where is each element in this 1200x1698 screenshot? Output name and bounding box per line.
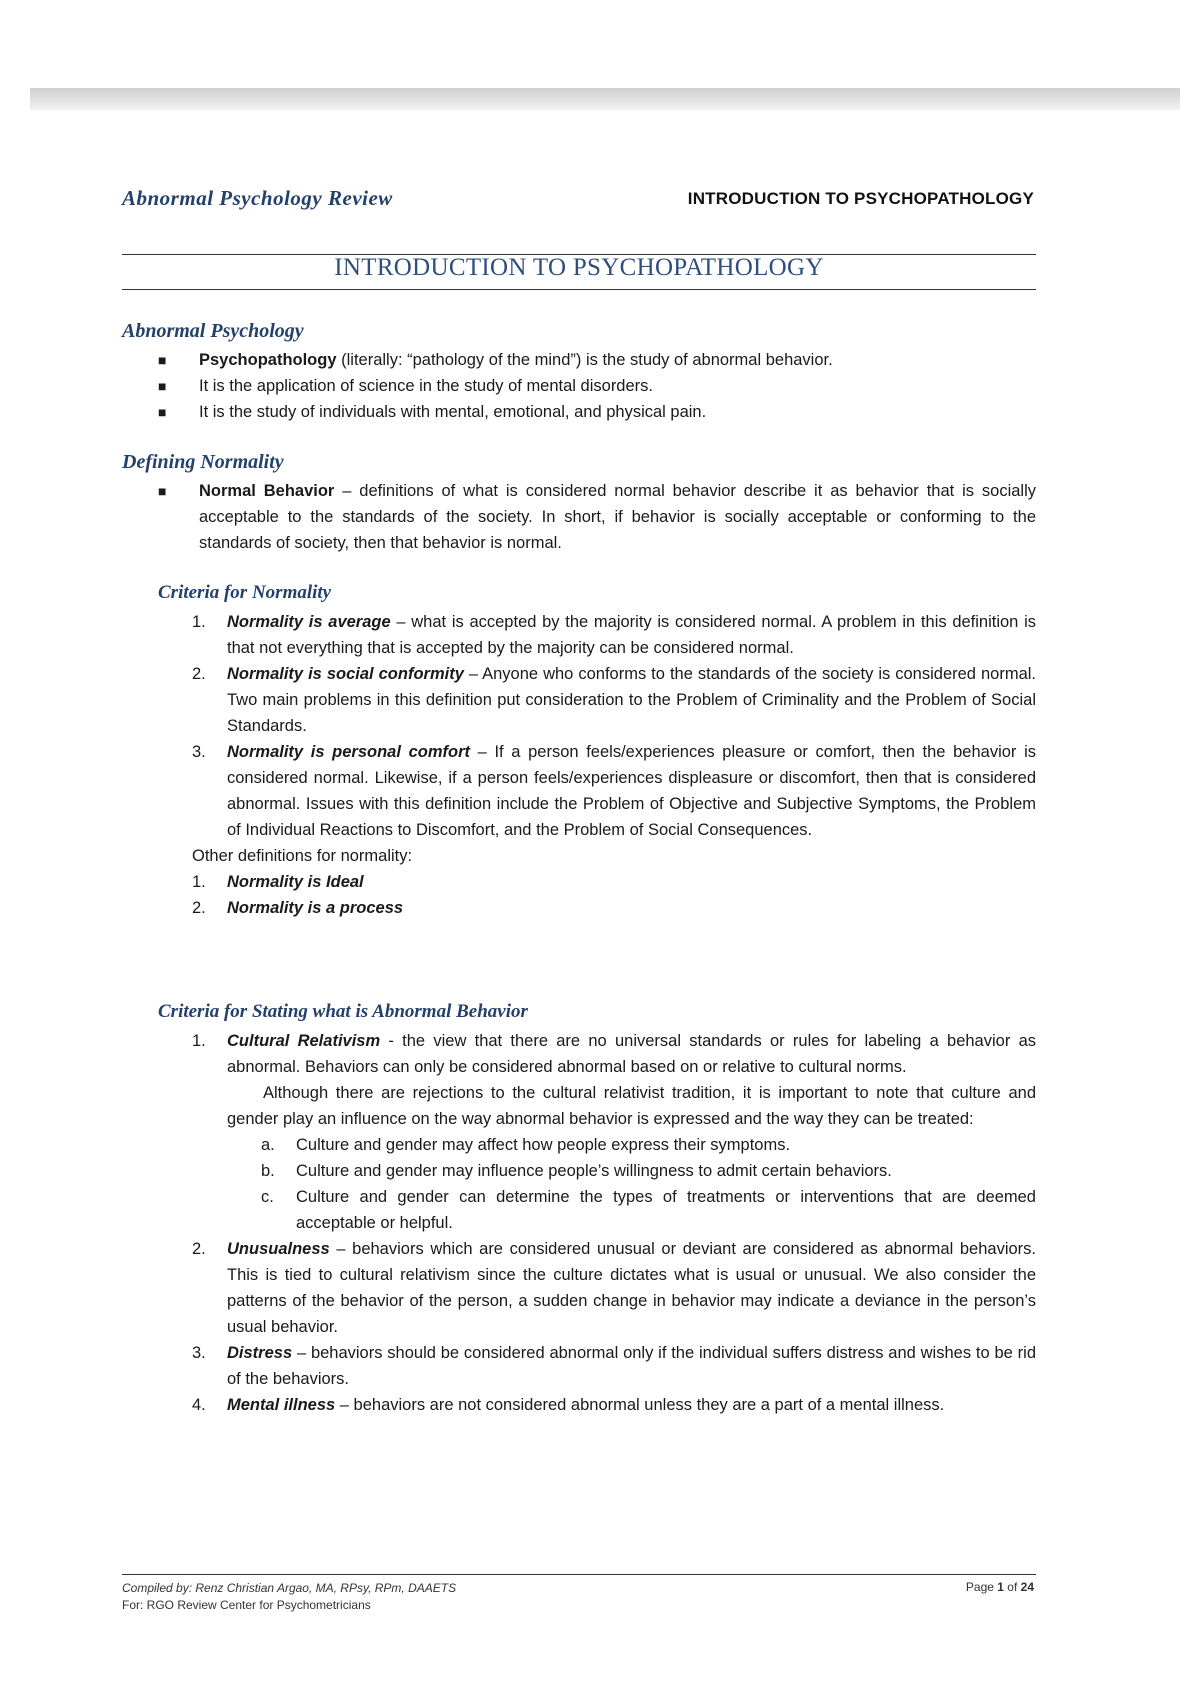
cultural-relativism-paragraph: Although there are rejections to the cultural relativist tradition, it is important to note that culture and gender play an influence on the way abnormal behavior is expressed and the way they can be treated:: [227, 1084, 1036, 1128]
list-item: 2. Normality is a process: [192, 899, 404, 917]
list-item: ■ It is the study of individuals with mental, emotional, and physical pain.: [158, 399, 948, 425]
list-item: 2. Normality is social conformity – Anyone who conforms to the standards of the society is considered normal. Two main problems in this definition put consideration to the Problem of Criminality and the Problem of Social Standards.: [192, 665, 1036, 735]
list-item: 1. Normality is average – what is accepted by the majority is considered normal. A problem in this definition is that not everything that is accepted by the majority can be considered normal.: [192, 613, 1036, 657]
title-rule-bottom: [122, 289, 1036, 290]
sub-list: [227, 1132, 1036, 1236]
document-title: INTRODUCTION TO PSYCHOPATHOLOGY: [334, 254, 824, 281]
section-criteria-abnormal-behavior: [192, 1028, 1036, 1418]
sub-list-item: b. Culture and gender may influence people’s willingness to admit certain behaviors.: [261, 1162, 892, 1180]
heading-criteria-abnormal-behavior: Criteria for Stating what is Abnormal Behavior: [158, 1001, 528, 1022]
list-item: ■ Normal Behavior – definitions of what is considered normal behavior describe it as behavior that is socially acceptable to the standards of the society. In short, if behavior is socially acceptable or conforming to the standards of society, then that behavior is normal.: [158, 478, 1036, 556]
running-header-right: INTRODUCTION TO PSYCHOPATHOLOGY: [687, 189, 1034, 208]
sub-list-item: a. Culture and gender may affect how people express their symptoms.: [261, 1136, 791, 1154]
page-number: Page 1 of 24: [965, 1580, 1034, 1594]
list-item: 2. Unusualness – behaviors which are considered unusual or deviant are considered as abnormal behaviors. This is tied to cultural relativism since the culture dictates what is usual or unusual. We also consider the patterns of the behavior of the person, a sudden change in behavior may indicate a deviance in the person’s usual behavior.: [192, 1240, 1036, 1336]
list-item: 1. Cultural Relativism - the view that there are no universal standards or rules for labeling a behavior as abnormal. Behaviors can only be considered abnormal based on or relative to cultural norms. Although there are rejections to the cultural relativist tradition, it is important to note that culture and gender play an influence on the way abnormal behavior is expressed and the way they can be treated: a. Culture and gender may affect how people express their symptoms. b. Culture and gender may influence people’s willingness to admit certain behaviors. c. Culture and gender can determine the types of treatments or interventions that are deemed acceptable or helpful.: [192, 1028, 1036, 1236]
heading-defining-normality: Defining Normality: [122, 451, 284, 473]
bullet-icon: ■: [158, 404, 167, 420]
heading-abnormal-psychology: Abnormal Psychology: [122, 320, 304, 342]
section-defining-normality: [158, 478, 1036, 556]
footer-for: For: RGO Review Center for Psychometricians: [122, 1598, 371, 1612]
footer-rule: [122, 1574, 1036, 1575]
footer-compiled-by: Compiled by: Renz Christian Argao, MA, RPsy, RPm, DAAETS: [122, 1581, 457, 1595]
bullet-icon: ■: [158, 378, 167, 394]
list-item: ■ It is the application of science in the study of mental disorders.: [158, 373, 948, 399]
heading-criteria-for-normality: Criteria for Normality: [158, 582, 332, 603]
list-item: 1. Normality is Ideal: [192, 873, 364, 891]
list-item: 3. Normality is personal comfort – If a person feels/experiences pleasure or comfort, then the behavior is considered normal. Likewise, if a person feels/experiences displeasure or discomfort, then that is considered abnormal. Issues with this definition include the Problem of Objective and Subjective Symptoms, the Problem of Individual Reactions to Discomfort, and the Problem of Social Consequences.: [192, 743, 1036, 839]
footer-credits: [122, 1580, 456, 1614]
section-abnormal-psychology: [158, 347, 948, 425]
bullet-icon: ■: [158, 483, 167, 499]
sub-list-item: c. Culture and gender can determine the types of treatments or interventions that are deemed acceptable or helpful.: [261, 1188, 1036, 1232]
list-item: 4. Mental illness – behaviors are not considered abnormal unless they are a part of a mental illness.: [192, 1396, 945, 1414]
other-definitions-label: Other definitions for normality:: [192, 847, 413, 865]
running-header-left: Abnormal Psychology Review: [122, 186, 393, 210]
list-item: ■ Psychopathology (literally: “pathology of the mind”) is the study of abnormal behavior.: [158, 347, 948, 373]
bullet-icon: ■: [158, 352, 167, 368]
list-item: 3. Distress – behaviors should be considered abnormal only if the individual suffers distress and wishes to be rid of the behaviors.: [192, 1344, 1036, 1388]
section-criteria-for-normality: [192, 609, 1036, 921]
